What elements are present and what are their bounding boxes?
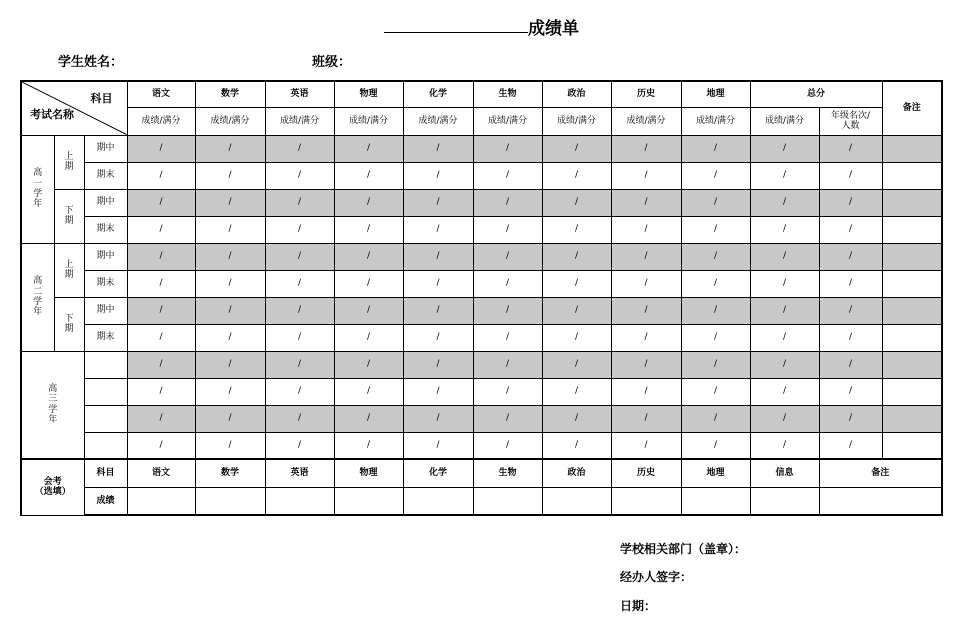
- subject-header: 语文: [127, 81, 195, 107]
- score-input-cell[interactable]: /: [473, 243, 542, 270]
- score-full-label: 成绩/满分: [750, 107, 819, 135]
- huikao-score-input[interactable]: [334, 487, 403, 515]
- score-input-cell[interactable]: /: [819, 324, 882, 351]
- table-row: [21, 216, 942, 243]
- score-input-cell[interactable]: /: [750, 270, 819, 297]
- score-input-cell[interactable]: /: [334, 216, 403, 243]
- score-full-label: 成绩/满分: [403, 107, 473, 135]
- score-input-cell[interactable]: /: [265, 324, 334, 351]
- score-input-cell[interactable]: /: [611, 216, 681, 243]
- score-input-cell[interactable]: /: [542, 135, 611, 162]
- exam-label-blank[interactable]: [84, 432, 127, 459]
- score-input-cell[interactable]: /: [403, 243, 473, 270]
- huikao-score-input[interactable]: [195, 487, 265, 515]
- table-row: [21, 135, 942, 162]
- score-input-cell[interactable]: /: [542, 405, 611, 432]
- score-input-cell[interactable]: /: [195, 405, 265, 432]
- score-input-cell[interactable]: /: [127, 189, 195, 216]
- remarks-input-cell[interactable]: [882, 324, 942, 351]
- score-input-cell[interactable]: /: [750, 324, 819, 351]
- class-label: 班级：: [312, 55, 352, 70]
- vertical-label: 上 期: [64, 151, 74, 172]
- score-input-cell[interactable]: /: [334, 270, 403, 297]
- score-input-cell[interactable]: /: [403, 270, 473, 297]
- score-input-cell[interactable]: /: [611, 270, 681, 297]
- score-input-cell[interactable]: /: [265, 243, 334, 270]
- score-full-label: 成绩/满分: [542, 107, 611, 135]
- score-input-cell[interactable]: /: [334, 432, 403, 459]
- score-input-cell[interactable]: /: [750, 432, 819, 459]
- score-input-cell[interactable]: /: [265, 297, 334, 324]
- score-input-cell[interactable]: /: [334, 405, 403, 432]
- table-row: [21, 459, 942, 487]
- huikao-remarks-input[interactable]: [819, 487, 942, 515]
- title-blank-line[interactable]: [384, 32, 528, 33]
- score-input-cell[interactable]: /: [473, 324, 542, 351]
- exam-label: 期中: [84, 243, 127, 270]
- score-input-cell[interactable]: /: [127, 216, 195, 243]
- score-input-cell[interactable]: /: [195, 243, 265, 270]
- score-input-cell[interactable]: /: [127, 162, 195, 189]
- score-input-cell[interactable]: /: [819, 243, 882, 270]
- score-input-cell[interactable]: /: [681, 324, 750, 351]
- score-input-cell[interactable]: /: [681, 216, 750, 243]
- score-input-cell[interactable]: /: [334, 243, 403, 270]
- rank-label-line2: 人数: [841, 121, 860, 131]
- table-row: [21, 378, 942, 405]
- score-input-cell[interactable]: /: [542, 378, 611, 405]
- huikao-score-input[interactable]: [542, 487, 611, 515]
- year-label: [21, 243, 54, 351]
- table-row: [21, 270, 942, 297]
- page-title: 成绩单: [528, 19, 579, 39]
- score-input-cell[interactable]: /: [195, 351, 265, 378]
- huikao-remarks: 备注: [819, 459, 942, 487]
- score-input-cell[interactable]: /: [542, 324, 611, 351]
- score-input-cell[interactable]: /: [681, 432, 750, 459]
- score-input-cell[interactable]: /: [334, 324, 403, 351]
- score-input-cell[interactable]: /: [403, 189, 473, 216]
- score-input-cell[interactable]: /: [403, 351, 473, 378]
- score-input-cell[interactable]: /: [750, 405, 819, 432]
- vertical-label: 高 二 学 年: [33, 276, 43, 318]
- footer-dept-label: 学校相关部门（盖章）：: [620, 542, 747, 556]
- score-input-cell[interactable]: /: [819, 351, 882, 378]
- table-row: [21, 297, 942, 324]
- score-input-cell[interactable]: /: [127, 135, 195, 162]
- score-input-cell[interactable]: /: [681, 297, 750, 324]
- footer-date-label: 日期：: [620, 599, 657, 613]
- subject-header: 政治: [542, 81, 611, 107]
- score-input-cell[interactable]: /: [127, 351, 195, 378]
- huikao-subject: 信息: [750, 459, 819, 487]
- score-input-cell[interactable]: /: [750, 135, 819, 162]
- score-input-cell[interactable]: /: [265, 162, 334, 189]
- huikao-subject: 语文: [127, 459, 195, 487]
- score-input-cell[interactable]: /: [819, 162, 882, 189]
- subject-header: 英语: [265, 81, 334, 107]
- score-input-cell[interactable]: /: [542, 243, 611, 270]
- score-full-label: 成绩/满分: [265, 107, 334, 135]
- huikao-score-input[interactable]: [473, 487, 542, 515]
- score-input-cell[interactable]: /: [750, 297, 819, 324]
- subject-header: 地理: [681, 81, 750, 107]
- huikao-subject: 地理: [681, 459, 750, 487]
- score-input-cell[interactable]: /: [542, 216, 611, 243]
- score-input-cell[interactable]: /: [195, 162, 265, 189]
- score-input-cell[interactable]: /: [611, 432, 681, 459]
- subject-header-total: 总分: [750, 81, 882, 107]
- remarks-input-cell[interactable]: [882, 405, 942, 432]
- huikao-subject: 历史: [611, 459, 681, 487]
- diagonal-header-cell: [21, 81, 127, 135]
- huikao-subject: 物理: [334, 459, 403, 487]
- exam-label: 期末: [84, 162, 127, 189]
- score-input-cell[interactable]: /: [473, 135, 542, 162]
- huikao-label-line1: 会考: [43, 476, 62, 487]
- footer-signer-label: 经办人签字：: [620, 570, 693, 584]
- table-row: [21, 107, 942, 135]
- term-label: [54, 243, 84, 297]
- score-input-cell[interactable]: /: [265, 216, 334, 243]
- score-input-cell[interactable]: /: [403, 216, 473, 243]
- score-input-cell[interactable]: /: [195, 378, 265, 405]
- huikao-score-input[interactable]: [127, 487, 195, 515]
- score-input-cell[interactable]: /: [819, 405, 882, 432]
- score-input-cell[interactable]: /: [403, 324, 473, 351]
- score-input-cell[interactable]: /: [127, 432, 195, 459]
- score-input-cell[interactable]: /: [127, 378, 195, 405]
- score-input-cell[interactable]: /: [195, 216, 265, 243]
- score-input-cell[interactable]: /: [195, 297, 265, 324]
- score-input-cell[interactable]: /: [265, 270, 334, 297]
- subject-header: 生物: [473, 81, 542, 107]
- score-input-cell[interactable]: /: [127, 270, 195, 297]
- score-input-cell[interactable]: /: [681, 162, 750, 189]
- vertical-label: 下 期: [64, 313, 74, 334]
- exam-label: 期末: [84, 216, 127, 243]
- score-input-cell[interactable]: /: [195, 135, 265, 162]
- score-input-cell[interactable]: /: [819, 270, 882, 297]
- score-full-label: 成绩/满分: [334, 107, 403, 135]
- title-row: [0, 12, 969, 39]
- score-input-cell[interactable]: /: [681, 378, 750, 405]
- score-input-cell[interactable]: /: [681, 351, 750, 378]
- score-input-cell[interactable]: /: [611, 324, 681, 351]
- table-row: [21, 351, 942, 378]
- table-row: [21, 81, 942, 107]
- term-label: [54, 297, 84, 351]
- score-input-cell[interactable]: /: [127, 243, 195, 270]
- rank-label-line1: 年级名次/: [830, 110, 871, 121]
- score-input-cell[interactable]: /: [265, 405, 334, 432]
- score-input-cell[interactable]: /: [819, 432, 882, 459]
- exam-label: 期中: [84, 297, 127, 324]
- table-row: [21, 189, 942, 216]
- score-table: [20, 80, 943, 516]
- huikao-score-input[interactable]: [681, 487, 750, 515]
- exam-label-blank[interactable]: [84, 351, 127, 378]
- term-label: [54, 189, 84, 243]
- exam-label: 期末: [84, 324, 127, 351]
- score-input-cell[interactable]: /: [681, 135, 750, 162]
- score-full-label: 成绩/满分: [195, 107, 265, 135]
- remarks-input-cell[interactable]: [882, 351, 942, 378]
- score-input-cell[interactable]: /: [403, 297, 473, 324]
- score-input-cell[interactable]: /: [334, 189, 403, 216]
- score-input-cell[interactable]: /: [750, 378, 819, 405]
- score-input-cell[interactable]: /: [334, 297, 403, 324]
- score-input-cell[interactable]: /: [403, 405, 473, 432]
- table-row: [21, 432, 942, 459]
- exam-label: 期中: [84, 135, 127, 162]
- score-input-cell[interactable]: /: [195, 432, 265, 459]
- score-input-cell[interactable]: /: [611, 135, 681, 162]
- huikao-subject: 生物: [473, 459, 542, 487]
- score-input-cell[interactable]: /: [403, 135, 473, 162]
- score-input-cell[interactable]: /: [334, 378, 403, 405]
- subject-header: 数学: [195, 81, 265, 107]
- score-input-cell[interactable]: /: [611, 378, 681, 405]
- score-input-cell[interactable]: /: [819, 378, 882, 405]
- remarks-input-cell[interactable]: [882, 189, 942, 216]
- table-row: [21, 405, 942, 432]
- huikao-label: [21, 459, 84, 515]
- rank-count-label: [819, 107, 882, 135]
- score-input-cell[interactable]: /: [265, 432, 334, 459]
- score-input-cell[interactable]: /: [265, 378, 334, 405]
- score-input-cell[interactable]: /: [681, 189, 750, 216]
- corner-subject-label: 科目: [90, 92, 113, 105]
- score-input-cell[interactable]: /: [127, 405, 195, 432]
- remarks-input-cell[interactable]: [882, 243, 942, 270]
- remarks-input-cell[interactable]: [882, 432, 942, 459]
- term-label: [54, 135, 84, 189]
- score-input-cell[interactable]: /: [750, 243, 819, 270]
- score-input-cell[interactable]: /: [542, 270, 611, 297]
- year-label: [21, 135, 54, 243]
- score-input-cell[interactable]: /: [611, 162, 681, 189]
- huikao-score-row-label: 成绩: [84, 487, 127, 515]
- huikao-score-input[interactable]: [611, 487, 681, 515]
- huikao-subject: 化学: [403, 459, 473, 487]
- score-input-cell[interactable]: /: [334, 135, 403, 162]
- huikao-score-input[interactable]: [265, 487, 334, 515]
- score-input-cell[interactable]: /: [681, 405, 750, 432]
- score-input-cell[interactable]: /: [403, 162, 473, 189]
- year-label: [21, 351, 84, 459]
- score-input-cell[interactable]: /: [403, 378, 473, 405]
- score-input-cell[interactable]: /: [473, 432, 542, 459]
- remarks-input-cell[interactable]: [882, 135, 942, 162]
- table-row: [21, 487, 942, 515]
- score-input-cell[interactable]: /: [611, 405, 681, 432]
- score-input-cell[interactable]: /: [334, 351, 403, 378]
- score-input-cell[interactable]: /: [681, 243, 750, 270]
- score-input-cell[interactable]: /: [542, 162, 611, 189]
- remarks-input-cell[interactable]: [882, 378, 942, 405]
- score-full-label: 成绩/满分: [681, 107, 750, 135]
- vertical-label: 高 一 学 年: [33, 168, 43, 210]
- score-input-cell[interactable]: /: [265, 351, 334, 378]
- score-input-cell[interactable]: /: [473, 351, 542, 378]
- score-input-cell[interactable]: /: [750, 216, 819, 243]
- score-input-cell[interactable]: /: [819, 216, 882, 243]
- vertical-label: 高 三 学 年: [48, 384, 58, 426]
- vertical-label: 上 期: [64, 259, 74, 280]
- score-input-cell[interactable]: /: [542, 351, 611, 378]
- score-input-cell[interactable]: /: [473, 405, 542, 432]
- score-input-cell[interactable]: /: [127, 324, 195, 351]
- remarks-input-cell[interactable]: [882, 162, 942, 189]
- exam-label: 期中: [84, 189, 127, 216]
- score-input-cell[interactable]: /: [611, 351, 681, 378]
- subject-header: 历史: [611, 81, 681, 107]
- exam-label-blank[interactable]: [84, 378, 127, 405]
- huikao-subject: 英语: [265, 459, 334, 487]
- huikao-subject: 数学: [195, 459, 265, 487]
- score-input-cell[interactable]: /: [403, 432, 473, 459]
- score-input-cell[interactable]: /: [127, 297, 195, 324]
- score-input-cell[interactable]: /: [195, 324, 265, 351]
- exam-label-blank[interactable]: [84, 405, 127, 432]
- score-input-cell[interactable]: /: [195, 270, 265, 297]
- score-input-cell[interactable]: /: [750, 162, 819, 189]
- huikao-label-line2: （选填）: [34, 487, 71, 498]
- exam-label: 期末: [84, 270, 127, 297]
- huikao-score-input[interactable]: [403, 487, 473, 515]
- subject-header: 化学: [403, 81, 473, 107]
- huikao-subject: 政治: [542, 459, 611, 487]
- score-input-cell[interactable]: /: [473, 162, 542, 189]
- score-input-cell[interactable]: /: [473, 297, 542, 324]
- score-full-label: 成绩/满分: [127, 107, 195, 135]
- score-input-cell[interactable]: /: [611, 243, 681, 270]
- score-input-cell[interactable]: /: [334, 162, 403, 189]
- score-full-label: 成绩/满分: [611, 107, 681, 135]
- table-row: [21, 243, 942, 270]
- score-input-cell[interactable]: /: [819, 297, 882, 324]
- score-input-cell[interactable]: /: [750, 351, 819, 378]
- score-input-cell[interactable]: /: [750, 189, 819, 216]
- score-input-cell[interactable]: /: [611, 297, 681, 324]
- score-input-cell[interactable]: /: [542, 189, 611, 216]
- score-input-cell[interactable]: /: [473, 216, 542, 243]
- score-input-cell[interactable]: /: [681, 270, 750, 297]
- score-input-cell[interactable]: /: [473, 189, 542, 216]
- score-input-cell[interactable]: /: [265, 189, 334, 216]
- huikao-score-input[interactable]: [750, 487, 819, 515]
- score-input-cell[interactable]: /: [473, 378, 542, 405]
- score-input-cell[interactable]: /: [473, 270, 542, 297]
- remarks-input-cell[interactable]: [882, 270, 942, 297]
- score-input-cell[interactable]: /: [819, 189, 882, 216]
- table-row: [21, 162, 942, 189]
- student-name-label: 学生姓名：: [58, 55, 124, 70]
- remarks-input-cell[interactable]: [882, 297, 942, 324]
- subject-header: 物理: [334, 81, 403, 107]
- huikao-subject-row-label: 科目: [84, 459, 127, 487]
- score-input-cell[interactable]: /: [265, 135, 334, 162]
- score-input-cell[interactable]: /: [611, 189, 681, 216]
- score-input-cell[interactable]: /: [819, 135, 882, 162]
- vertical-label: 下 期: [64, 205, 74, 226]
- table-row: [21, 324, 942, 351]
- score-input-cell[interactable]: /: [195, 189, 265, 216]
- corner-exam-label: 考试名称: [30, 108, 74, 121]
- score-full-label: 成绩/满分: [473, 107, 542, 135]
- remarks-input-cell[interactable]: [882, 216, 942, 243]
- score-input-cell[interactable]: /: [542, 297, 611, 324]
- score-input-cell[interactable]: /: [542, 432, 611, 459]
- remarks-header: 备注: [882, 81, 942, 135]
